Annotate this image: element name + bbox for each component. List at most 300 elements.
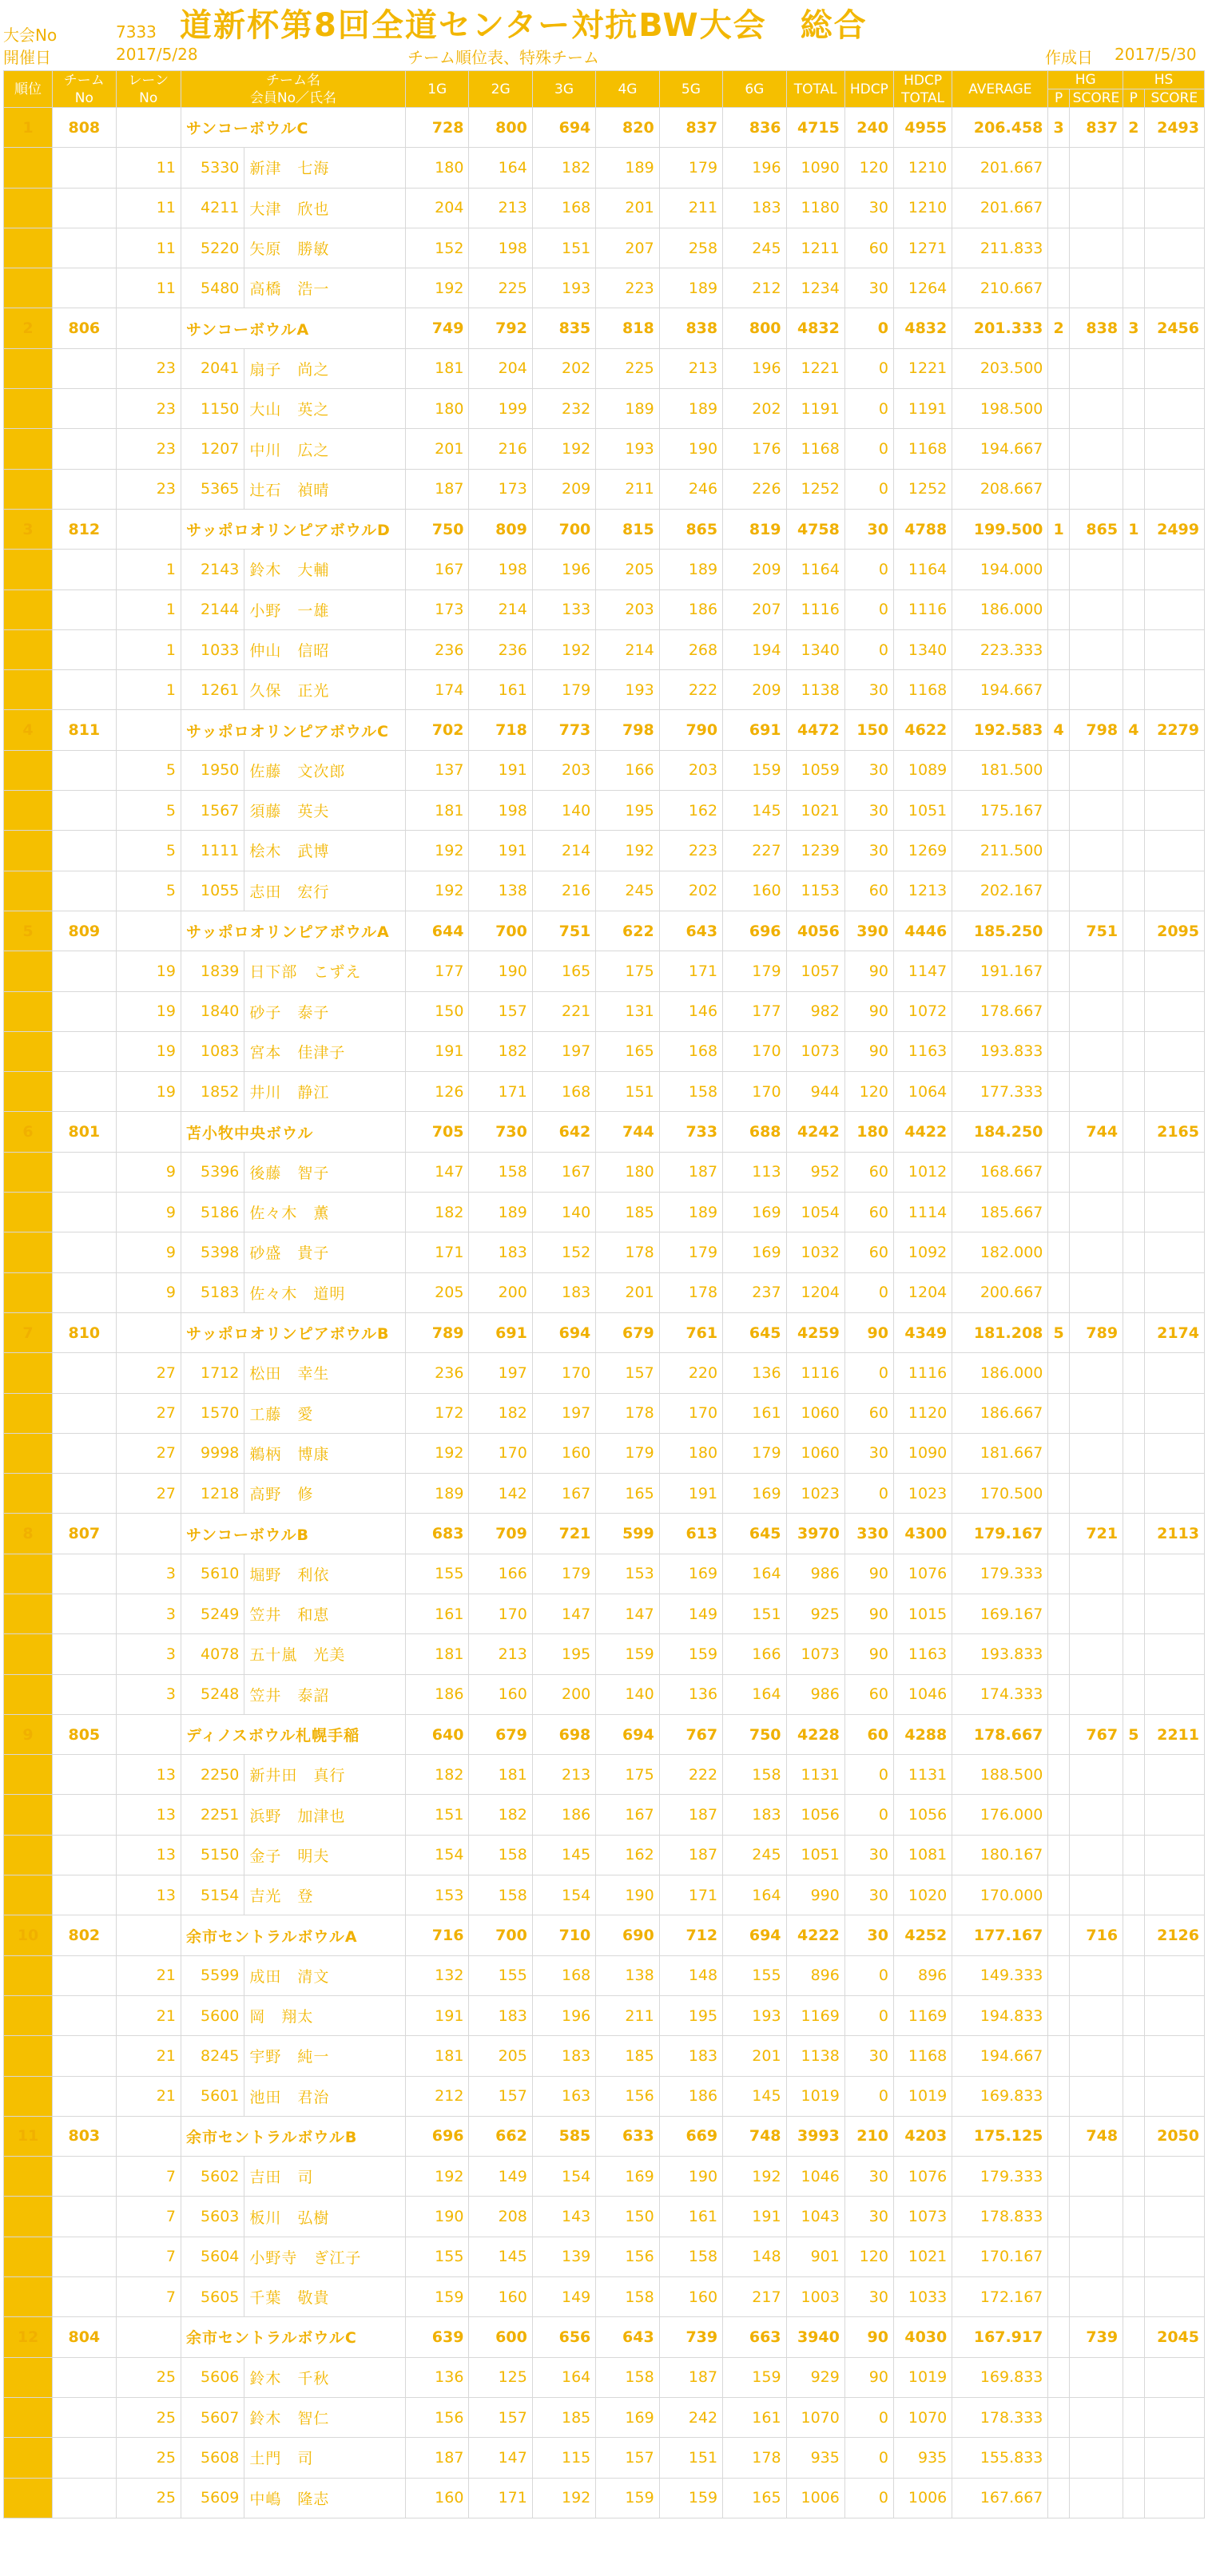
member-team-no-blank — [53, 550, 116, 589]
member-game-score: 236 — [406, 629, 469, 669]
member-hg-hs-blank — [1048, 1674, 1069, 1714]
member-hg-hs-blank — [1144, 1193, 1204, 1232]
member-team-no-blank — [53, 831, 116, 871]
member-hg-hs-blank — [1048, 148, 1069, 188]
member-game-score: 216 — [469, 429, 532, 469]
member-game-score: 213 — [469, 1634, 532, 1674]
team-total: 3993 — [786, 2116, 844, 2156]
team-average: 192.583 — [952, 710, 1048, 750]
team-name: サッポロオリンピアボウルC — [181, 710, 405, 750]
member-name: 千葉 敬貴 — [244, 2277, 406, 2317]
member-lane: 7 — [116, 2197, 181, 2237]
team-average: 175.125 — [952, 2116, 1048, 2156]
member-game-score: 180 — [596, 1152, 659, 1192]
member-rank-blank — [4, 1795, 53, 1835]
member-game-score: 145 — [469, 2237, 532, 2276]
member-hdcp: 90 — [844, 1594, 893, 1633]
member-row — [4, 1955, 1205, 1995]
member-team-no-blank — [53, 2397, 116, 2437]
member-game-score: 151 — [596, 1072, 659, 1112]
col-hs-p: P — [1123, 89, 1144, 108]
member-hg-hs-blank — [1123, 469, 1144, 509]
member-lane: 27 — [116, 1433, 181, 1473]
team-hdcp-total: 4955 — [893, 108, 952, 148]
team-no: 804 — [53, 2317, 116, 2357]
member-game-score: 189 — [659, 550, 722, 589]
member-game-score: 191 — [469, 831, 532, 871]
member-hg-hs-blank — [1048, 1755, 1069, 1795]
member-hg-hs-blank — [1069, 1232, 1123, 1272]
member-hdcp: 30 — [844, 2197, 893, 2237]
member-team-no-blank — [53, 188, 116, 228]
team-game-score: 837 — [659, 108, 722, 148]
member-hdcp-total: 1163 — [893, 1031, 952, 1071]
team-lane — [116, 1714, 181, 1754]
member-name: 大山 英之 — [244, 389, 406, 429]
member-game-score: 185 — [532, 2397, 595, 2437]
member-hg-hs-blank — [1123, 831, 1144, 871]
team-rank: 9 — [4, 1714, 53, 1754]
team-game-score: 642 — [532, 1112, 595, 1152]
member-team-no-blank — [53, 348, 116, 388]
member-row — [4, 1393, 1205, 1433]
member-hg-hs-blank — [1048, 1152, 1069, 1192]
member-total: 1138 — [786, 670, 844, 710]
member-hg-hs-blank — [1144, 2036, 1204, 2076]
member-no: 5606 — [181, 2357, 244, 2397]
member-total: 1046 — [786, 2157, 844, 2197]
member-game-score: 173 — [406, 589, 469, 629]
member-total: 1006 — [786, 2478, 844, 2518]
member-game-score: 190 — [406, 2197, 469, 2237]
team-hs-place — [1123, 1514, 1144, 1554]
col-lane-no: レーン No — [116, 71, 181, 108]
member-game-score: 189 — [406, 1474, 469, 1514]
member-team-no-blank — [53, 1554, 116, 1594]
member-hg-hs-blank — [1123, 871, 1144, 911]
created-date: 2017/5/30 — [1115, 45, 1197, 64]
member-game-score: 201 — [596, 1272, 659, 1312]
member-average: 193.833 — [952, 1031, 1048, 1071]
member-row — [4, 2036, 1205, 2076]
member-game-score: 183 — [532, 2036, 595, 2076]
member-no: 5248 — [181, 1674, 244, 1714]
member-game-score: 158 — [659, 2237, 722, 2276]
date-label: 開催日 — [3, 48, 51, 67]
member-hg-hs-blank — [1144, 991, 1204, 1031]
team-game-score: 622 — [596, 911, 659, 951]
team-rank: 6 — [4, 1112, 53, 1152]
member-hg-hs-blank — [1069, 2157, 1123, 2197]
team-row — [4, 1514, 1205, 1554]
member-name: 浜野 加津也 — [244, 1795, 406, 1835]
member-hg-hs-blank — [1123, 1995, 1144, 2035]
member-name: 小野 一雄 — [244, 589, 406, 629]
member-no: 5480 — [181, 268, 244, 308]
member-row — [4, 429, 1205, 469]
member-game-score: 158 — [469, 1875, 532, 1915]
member-hg-hs-blank — [1069, 951, 1123, 991]
member-hg-hs-blank — [1069, 1393, 1123, 1433]
member-rank-blank — [4, 1393, 53, 1433]
member-average: 169.167 — [952, 1594, 1048, 1633]
member-hg-hs-blank — [1144, 1353, 1204, 1393]
member-hdcp-total: 1271 — [893, 228, 952, 268]
member-hg-hs-blank — [1123, 791, 1144, 831]
member-no: 4078 — [181, 1634, 244, 1674]
team-total: 4228 — [786, 1714, 844, 1754]
team-name: サンコーボウルB — [181, 1514, 405, 1554]
member-row — [4, 1031, 1205, 1071]
team-game-score: 696 — [723, 911, 786, 951]
member-hg-hs-blank — [1144, 589, 1204, 629]
member-hg-hs-blank — [1144, 1393, 1204, 1433]
col-g2: 2G — [469, 71, 532, 108]
member-average: 211.833 — [952, 228, 1048, 268]
member-game-score: 151 — [406, 1795, 469, 1835]
member-name: 鵜柄 博康 — [244, 1433, 406, 1473]
member-game-score: 164 — [532, 2357, 595, 2397]
member-rank-blank — [4, 1474, 53, 1514]
member-game-score: 191 — [406, 1031, 469, 1071]
member-hdcp: 0 — [844, 1795, 893, 1835]
member-hdcp-total: 1169 — [893, 1995, 952, 2035]
team-average: 178.667 — [952, 1714, 1048, 1754]
member-hdcp-total: 1092 — [893, 1232, 952, 1272]
member-hdcp-total: 1116 — [893, 1353, 952, 1393]
member-average: 194.667 — [952, 670, 1048, 710]
member-hg-hs-blank — [1144, 2076, 1204, 2116]
member-rank-blank — [4, 1634, 53, 1674]
member-row — [4, 589, 1205, 629]
member-no: 9998 — [181, 1433, 244, 1473]
member-game-score: 170 — [723, 1031, 786, 1071]
member-lane: 13 — [116, 1755, 181, 1795]
member-game-score: 189 — [659, 1193, 722, 1232]
member-rank-blank — [4, 348, 53, 388]
member-name: 池田 君治 — [244, 2076, 406, 2116]
member-total: 1252 — [786, 469, 844, 509]
team-lane — [116, 308, 181, 348]
member-rank-blank — [4, 1353, 53, 1393]
team-game-score: 639 — [406, 2317, 469, 2357]
member-hg-hs-blank — [1144, 1875, 1204, 1915]
member-game-score: 157 — [469, 2397, 532, 2437]
team-game-score: 767 — [659, 1714, 722, 1754]
member-hg-hs-blank — [1048, 2478, 1069, 2518]
member-hg-hs-blank — [1069, 1554, 1123, 1594]
member-hdcp: 0 — [844, 1995, 893, 2035]
member-hg-hs-blank — [1123, 1232, 1144, 1272]
member-total: 896 — [786, 1955, 844, 1995]
member-hdcp: 0 — [844, 2076, 893, 2116]
member-hdcp-total: 1252 — [893, 469, 952, 509]
member-hg-hs-blank — [1069, 871, 1123, 911]
team-hdcp: 180 — [844, 1112, 893, 1152]
member-rank-blank — [4, 1755, 53, 1795]
member-game-score: 205 — [406, 1272, 469, 1312]
member-hg-hs-blank — [1144, 2478, 1204, 2518]
member-game-score: 131 — [596, 991, 659, 1031]
col-g5: 5G — [659, 71, 722, 108]
member-hdcp-total: 1012 — [893, 1152, 952, 1192]
member-name: 宇野 純一 — [244, 2036, 406, 2076]
member-hg-hs-blank — [1069, 2397, 1123, 2437]
team-hg-place — [1048, 1915, 1069, 1955]
member-rank-blank — [4, 2478, 53, 2518]
member-row — [4, 469, 1205, 509]
member-name: 鈴木 大輔 — [244, 550, 406, 589]
member-hdcp: 0 — [844, 2438, 893, 2478]
member-hdcp: 0 — [844, 629, 893, 669]
member-hg-hs-blank — [1048, 750, 1069, 790]
member-game-score: 171 — [469, 1072, 532, 1112]
member-game-score: 197 — [469, 1353, 532, 1393]
member-total: 1340 — [786, 629, 844, 669]
member-name: 矢原 勝敏 — [244, 228, 406, 268]
team-game-score: 789 — [406, 1312, 469, 1352]
member-game-score: 170 — [723, 1072, 786, 1112]
team-hs-place: 1 — [1123, 509, 1144, 549]
member-no: 5186 — [181, 1193, 244, 1232]
member-hg-hs-blank — [1048, 2277, 1069, 2317]
member-average: 149.333 — [952, 1955, 1048, 1995]
team-no: 811 — [53, 710, 116, 750]
member-team-no-blank — [53, 871, 116, 911]
member-name: 中嶋 隆志 — [244, 2478, 406, 2518]
member-hg-hs-blank — [1069, 228, 1123, 268]
member-game-score: 170 — [469, 1594, 532, 1633]
member-game-score: 159 — [659, 1634, 722, 1674]
member-game-score: 147 — [406, 1152, 469, 1192]
member-game-score: 192 — [596, 831, 659, 871]
col-hs: HS — [1123, 71, 1205, 89]
member-game-score: 160 — [659, 2277, 722, 2317]
member-lane: 21 — [116, 2076, 181, 2116]
team-game-score: 718 — [469, 710, 532, 750]
member-lane: 11 — [116, 148, 181, 188]
member-team-no-blank — [53, 2478, 116, 2518]
team-name: 余市セントラルボウルB — [181, 2116, 405, 2156]
member-game-score: 160 — [723, 871, 786, 911]
member-hg-hs-blank — [1069, 2197, 1123, 2237]
member-game-score: 178 — [596, 1232, 659, 1272]
member-rank-blank — [4, 2397, 53, 2437]
member-total: 1051 — [786, 1835, 844, 1875]
team-hs-place — [1123, 2317, 1144, 2357]
member-lane: 13 — [116, 1795, 181, 1835]
member-hg-hs-blank — [1144, 188, 1204, 228]
member-game-score: 168 — [532, 188, 595, 228]
member-game-score: 214 — [596, 629, 659, 669]
member-lane: 23 — [116, 348, 181, 388]
team-total: 4715 — [786, 108, 844, 148]
member-hg-hs-blank — [1048, 228, 1069, 268]
member-hg-hs-blank — [1048, 1955, 1069, 1995]
member-hdcp: 0 — [844, 589, 893, 629]
team-hs-place — [1123, 911, 1144, 951]
member-hdcp-total: 1076 — [893, 2157, 952, 2197]
member-game-score: 158 — [469, 1835, 532, 1875]
member-name: 後藤 智子 — [244, 1152, 406, 1192]
member-rank-blank — [4, 1594, 53, 1633]
member-team-no-blank — [53, 2277, 116, 2317]
member-rank-blank — [4, 871, 53, 911]
team-hg-place — [1048, 911, 1069, 951]
member-hg-hs-blank — [1123, 348, 1144, 388]
member-hg-hs-blank — [1123, 2397, 1144, 2437]
member-no: 1150 — [181, 389, 244, 429]
team-no: 805 — [53, 1714, 116, 1754]
member-total: 1060 — [786, 1433, 844, 1473]
col-total: TOTAL — [786, 71, 844, 108]
member-game-score: 160 — [532, 1433, 595, 1473]
member-game-score: 181 — [406, 348, 469, 388]
member-game-score: 140 — [532, 1193, 595, 1232]
member-name: 吉光 登 — [244, 1875, 406, 1915]
member-hg-hs-blank — [1048, 550, 1069, 589]
member-row — [4, 389, 1205, 429]
member-average: 208.667 — [952, 469, 1048, 509]
member-total: 935 — [786, 2438, 844, 2478]
team-game-score: 744 — [596, 1112, 659, 1152]
team-name: サンコーボウルC — [181, 108, 405, 148]
member-hg-hs-blank — [1069, 1353, 1123, 1393]
member-lane: 9 — [116, 1232, 181, 1272]
member-rank-blank — [4, 1272, 53, 1312]
member-team-no-blank — [53, 1875, 116, 1915]
team-game-score: 761 — [659, 1312, 722, 1352]
member-name: 吉田 司 — [244, 2157, 406, 2197]
member-game-score: 167 — [406, 550, 469, 589]
member-hg-hs-blank — [1123, 1393, 1144, 1433]
member-game-score: 140 — [532, 791, 595, 831]
member-game-score: 126 — [406, 1072, 469, 1112]
member-hg-hs-blank — [1144, 1795, 1204, 1835]
member-no: 5605 — [181, 2277, 244, 2317]
member-hdcp-total: 1072 — [893, 991, 952, 1031]
member-rank-blank — [4, 2357, 53, 2397]
team-hs-score: 2095 — [1144, 911, 1204, 951]
member-no: 5599 — [181, 1955, 244, 1995]
member-game-score: 232 — [532, 389, 595, 429]
member-hg-hs-blank — [1144, 1232, 1204, 1272]
member-hdcp-total: 1020 — [893, 1875, 952, 1915]
member-total: 1168 — [786, 429, 844, 469]
member-game-score: 187 — [659, 1152, 722, 1192]
member-hdcp-total: 1023 — [893, 1474, 952, 1514]
member-no: 1712 — [181, 1353, 244, 1393]
member-total: 925 — [786, 1594, 844, 1633]
team-rank: 7 — [4, 1312, 53, 1352]
member-average: 186.000 — [952, 1353, 1048, 1393]
member-row — [4, 188, 1205, 228]
member-hg-hs-blank — [1144, 1594, 1204, 1633]
team-row — [4, 308, 1205, 348]
member-name: 小野寺 ぎ江子 — [244, 2237, 406, 2276]
member-game-score: 145 — [723, 2076, 786, 2116]
member-no: 2144 — [181, 589, 244, 629]
member-row — [4, 148, 1205, 188]
member-game-score: 132 — [406, 1955, 469, 1995]
member-game-score: 148 — [723, 2237, 786, 2276]
team-game-score: 691 — [469, 1312, 532, 1352]
member-row — [4, 951, 1205, 991]
col-hg: HG — [1048, 71, 1123, 89]
team-row — [4, 509, 1205, 549]
member-game-score: 192 — [406, 268, 469, 308]
member-hg-hs-blank — [1123, 1554, 1144, 1594]
member-average: 170.500 — [952, 1474, 1048, 1514]
member-hdcp: 30 — [844, 670, 893, 710]
team-game-score: 700 — [532, 509, 595, 549]
member-hdcp: 0 — [844, 1755, 893, 1795]
team-hg-score: 744 — [1069, 1112, 1123, 1152]
member-average: 194.667 — [952, 2036, 1048, 2076]
team-rank: 8 — [4, 1514, 53, 1554]
member-no: 5183 — [181, 1272, 244, 1312]
member-hdcp: 90 — [844, 991, 893, 1031]
member-hg-hs-blank — [1069, 2277, 1123, 2317]
member-total: 1211 — [786, 228, 844, 268]
member-row — [4, 1152, 1205, 1192]
member-game-score: 159 — [406, 2277, 469, 2317]
member-hg-hs-blank — [1069, 1674, 1123, 1714]
member-game-score: 154 — [532, 1875, 595, 1915]
member-no: 1570 — [181, 1393, 244, 1433]
team-average: 177.167 — [952, 1915, 1048, 1955]
member-game-score: 190 — [659, 429, 722, 469]
member-lane: 21 — [116, 2036, 181, 2076]
member-lane: 19 — [116, 951, 181, 991]
member-hg-hs-blank — [1144, 2197, 1204, 2237]
member-team-no-blank — [53, 670, 116, 710]
team-game-score: 640 — [406, 1714, 469, 1754]
member-name: 中川 広之 — [244, 429, 406, 469]
member-hg-hs-blank — [1144, 750, 1204, 790]
team-game-score: 733 — [659, 1112, 722, 1152]
member-game-score: 152 — [406, 228, 469, 268]
team-average: 179.167 — [952, 1514, 1048, 1554]
member-rank-blank — [4, 1152, 53, 1192]
member-hdcp-total: 935 — [893, 2438, 952, 2478]
team-average: 185.250 — [952, 911, 1048, 951]
member-rank-blank — [4, 228, 53, 268]
member-game-score: 205 — [469, 2036, 532, 2076]
member-hg-hs-blank — [1048, 2157, 1069, 2197]
member-average: 178.333 — [952, 2397, 1048, 2437]
member-lane: 23 — [116, 429, 181, 469]
member-row — [4, 1193, 1205, 1232]
member-game-score: 202 — [659, 871, 722, 911]
member-game-score: 191 — [406, 1995, 469, 2035]
team-hg-score: 798 — [1069, 710, 1123, 750]
member-game-score: 190 — [469, 951, 532, 991]
member-team-no-blank — [53, 429, 116, 469]
team-hdcp: 60 — [844, 1714, 893, 1754]
member-name: 鈴木 千秋 — [244, 2357, 406, 2397]
member-game-score: 158 — [596, 2357, 659, 2397]
member-no: 5603 — [181, 2197, 244, 2237]
member-lane: 1 — [116, 589, 181, 629]
member-row — [4, 2197, 1205, 2237]
member-name: 砂子 泰子 — [244, 991, 406, 1031]
member-game-score: 179 — [723, 951, 786, 991]
member-game-score: 169 — [723, 1193, 786, 1232]
member-lane: 9 — [116, 1193, 181, 1232]
member-game-score: 189 — [659, 389, 722, 429]
team-game-score: 865 — [659, 509, 722, 549]
